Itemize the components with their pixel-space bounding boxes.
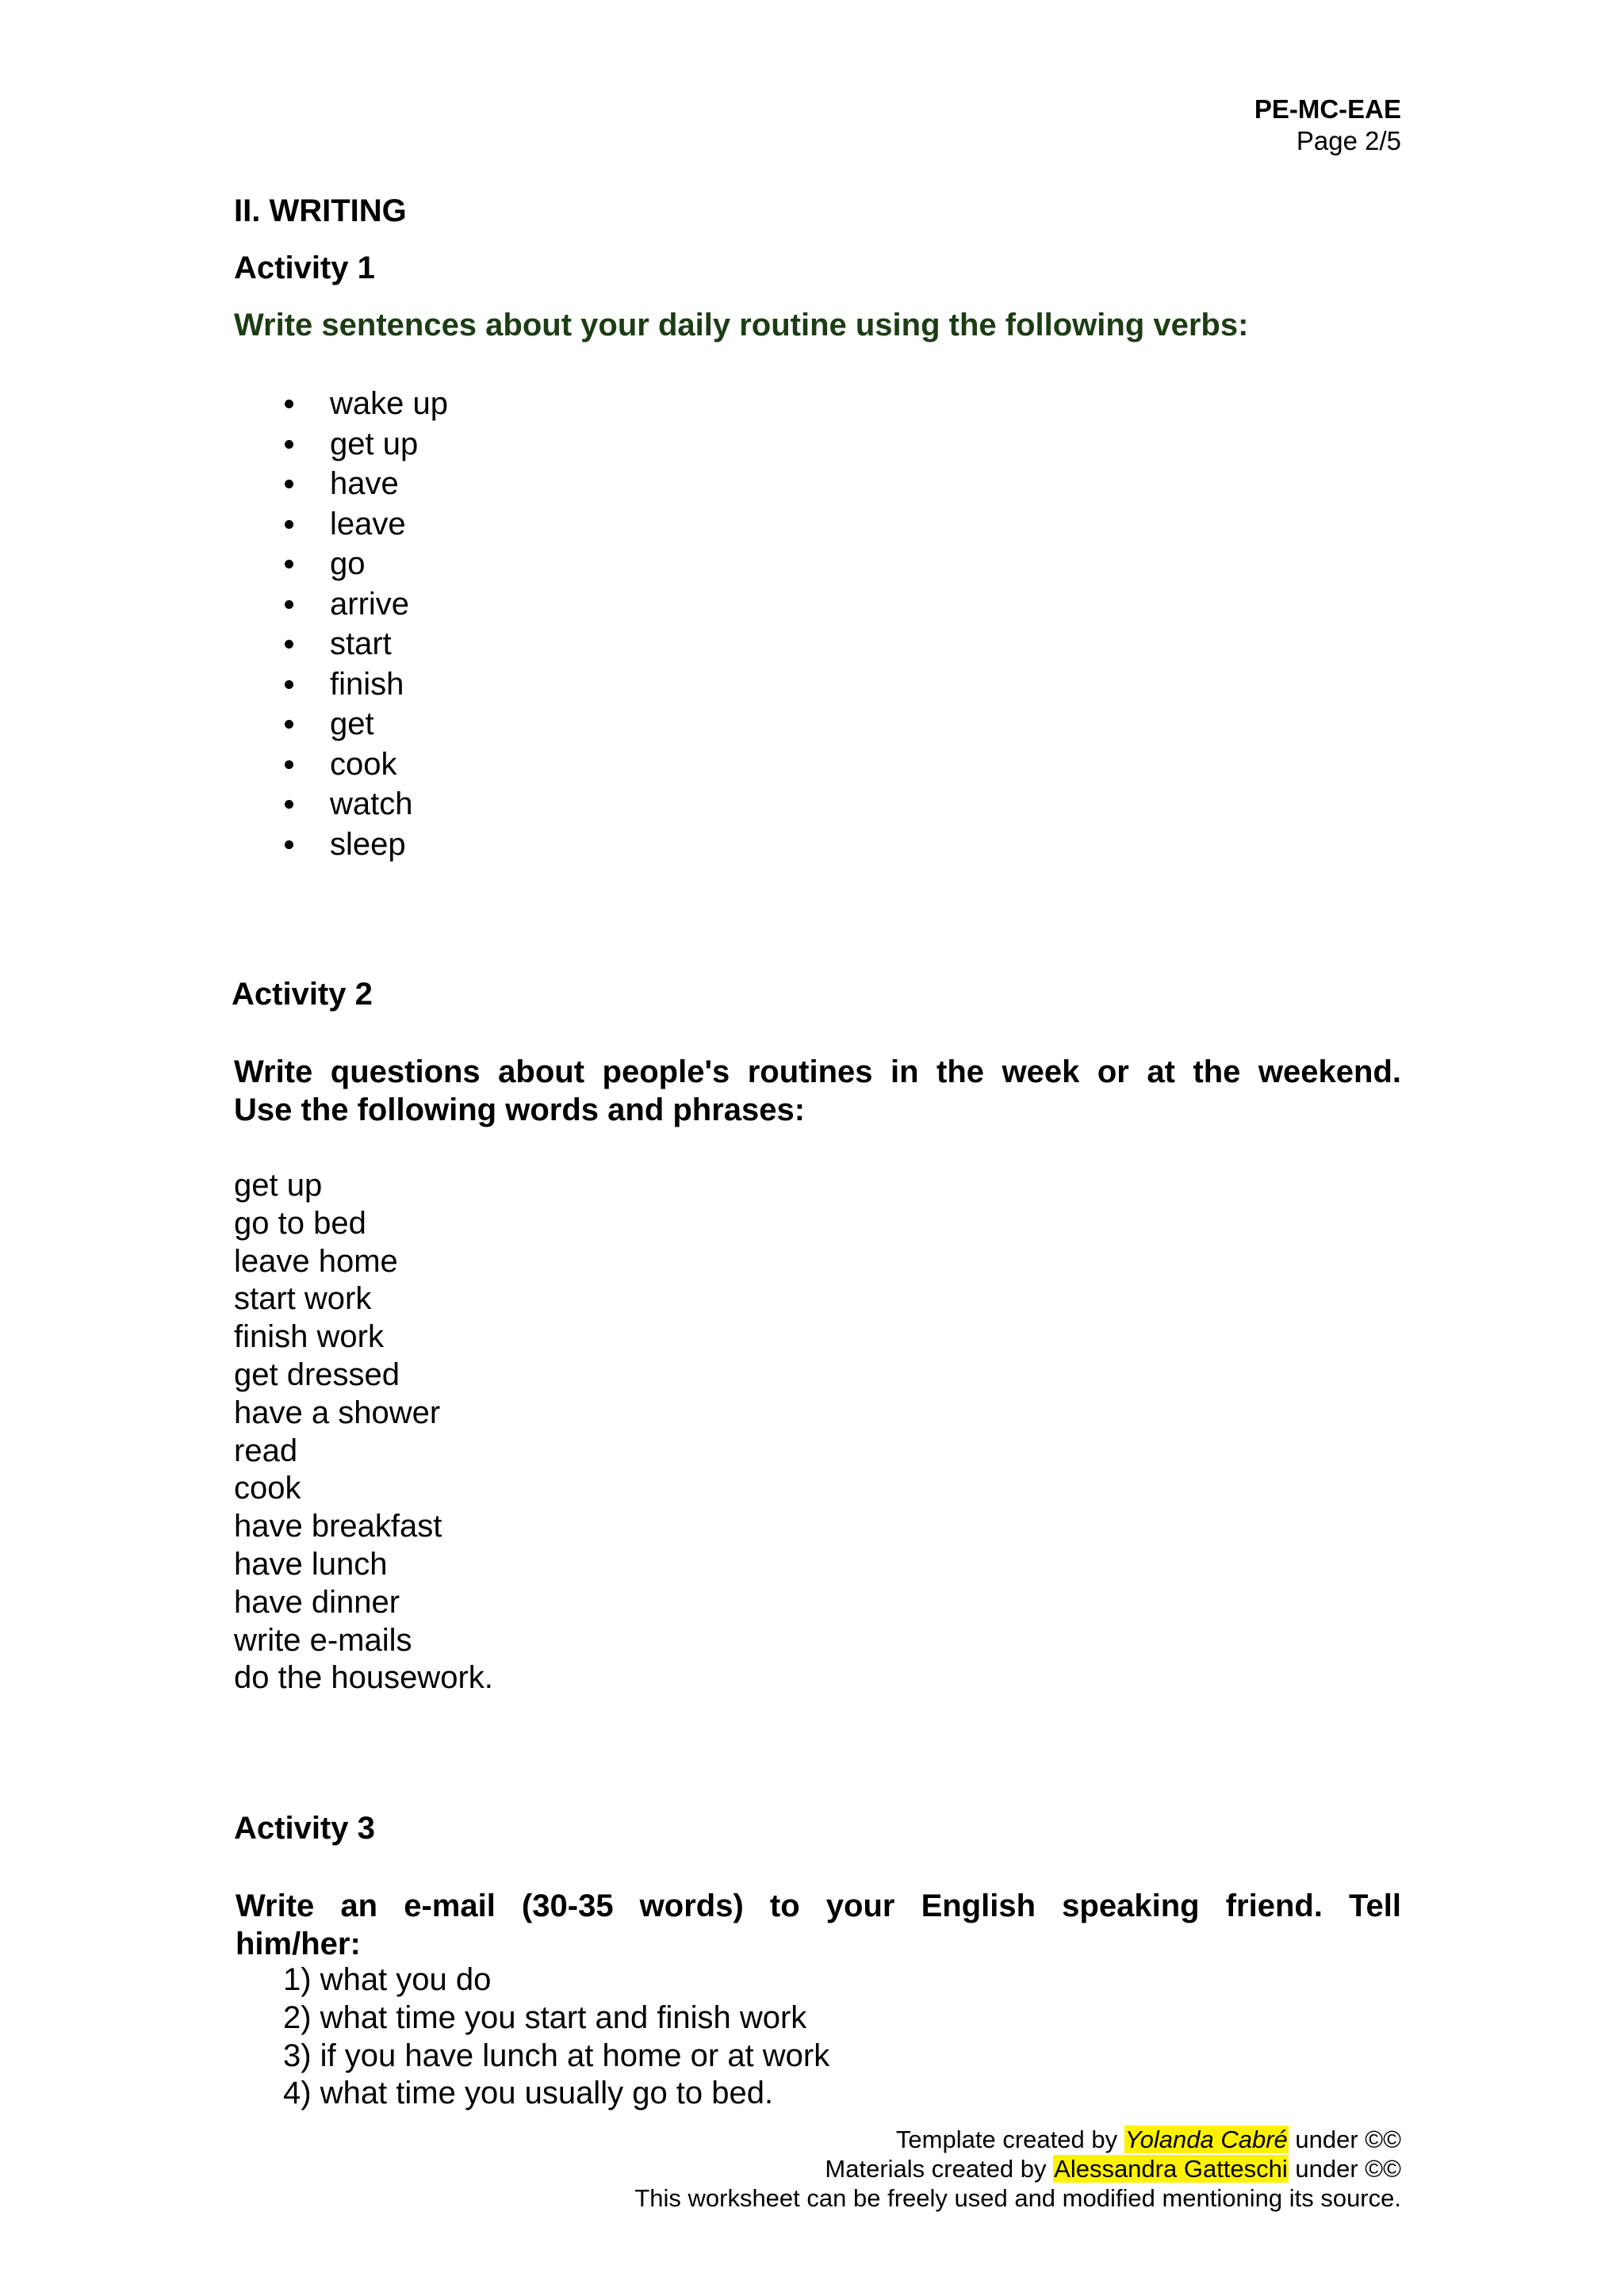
- footer-template-author: Yolanda Cabré: [1124, 2126, 1288, 2153]
- bullet-icon: [285, 600, 293, 609]
- verb-text: sleep: [330, 826, 406, 862]
- footer-template-suffix: under ©©: [1288, 2126, 1401, 2153]
- email-point-item: 3) if you have lunch at home or at work: [283, 2038, 830, 2073]
- phrase-list-item: write e-mails: [234, 1622, 412, 1658]
- activity1-verb-list: [234, 384, 448, 864]
- phrase-list-item: get up: [234, 1168, 323, 1203]
- verb-text: finish: [330, 666, 404, 702]
- verb-list-item: [234, 784, 448, 825]
- verb-list-item: [234, 544, 448, 584]
- bullet-icon: [285, 560, 293, 568]
- activity2-title: Activity 2: [232, 977, 373, 1012]
- verb-text: wake up: [330, 386, 448, 421]
- email-point-item: 1) what you do: [283, 1962, 492, 1997]
- activity2-instruction: [234, 1053, 1401, 1129]
- bullet-icon: [285, 440, 293, 449]
- section-title: II. WRITING: [234, 193, 407, 228]
- phrase-list-item: have breakfast: [234, 1509, 442, 1544]
- bullet-icon: [285, 400, 293, 408]
- footer-materials-suffix: under ©©: [1288, 2155, 1401, 2183]
- footer-materials-prefix: Materials created by: [825, 2155, 1054, 2183]
- activity1-title: Activity 1: [234, 251, 375, 285]
- verb-text: arrive: [330, 586, 410, 622]
- phrase-list-item: finish work: [234, 1319, 384, 1355]
- activity2-phrase-list: [234, 1167, 493, 1697]
- verb-list-item: [234, 664, 448, 705]
- verb-text: cook: [330, 746, 397, 782]
- document-code: PE-MC-EAE: [1254, 94, 1401, 124]
- bullet-icon: [285, 720, 293, 729]
- verb-list-item: [234, 424, 448, 465]
- bullet-icon: [285, 800, 293, 809]
- bullet-icon: [285, 840, 293, 849]
- activity3-instruction-line2: him/her:: [236, 1927, 361, 1961]
- activity2-instruction-line2: Use the following words and phrases:: [234, 1093, 806, 1127]
- verb-list-item: [234, 624, 448, 664]
- phrase-list-item: read: [234, 1433, 298, 1468]
- email-point-item: 4) what time you usually go to bed.: [283, 2076, 774, 2111]
- activity3-title: Activity 3: [234, 1811, 375, 1846]
- verb-text: watch: [330, 786, 413, 821]
- verb-text: go: [330, 546, 366, 581]
- page-header: [1254, 94, 1401, 157]
- verb-list-item: [234, 464, 448, 504]
- activity2-instruction-line1: Write questions about people's routines in the week or at the weekend.: [234, 1054, 1401, 1089]
- activity3-item-list: [283, 1961, 829, 2113]
- footer-materials-credit: [634, 2154, 1401, 2183]
- page-footer: [634, 2125, 1401, 2213]
- footer-template-prefix: Template created by: [895, 2126, 1124, 2153]
- verb-list-item: [234, 584, 448, 625]
- verb-list-item: [234, 504, 448, 545]
- phrase-list-item: do the housework.: [234, 1660, 493, 1696]
- bullet-icon: [285, 760, 293, 769]
- phrase-list-item: have dinner: [234, 1584, 400, 1620]
- email-point-item: 2) what time you start and finish work: [283, 1999, 807, 2035]
- verb-text: get: [330, 706, 374, 741]
- page-number: Page 2/5: [1296, 126, 1401, 155]
- phrase-list-item: start work: [234, 1281, 372, 1317]
- activity3-instruction: [236, 1887, 1401, 1963]
- phrase-list-item: have a shower: [234, 1395, 441, 1430]
- activity3-instruction-line1: Write an e-mail (30-35 words) to your English speaking friend. Tell: [236, 1888, 1401, 1923]
- phrase-list-item: go to bed: [234, 1205, 366, 1241]
- bullet-icon: [285, 680, 293, 689]
- footer-notice: This worksheet can be freely used and modified mentioning its source.: [634, 2184, 1401, 2212]
- verb-text: get up: [330, 426, 419, 461]
- phrase-list-item: have lunch: [234, 1546, 388, 1582]
- phrase-list-item: cook: [234, 1471, 301, 1506]
- verb-list-item: [234, 825, 448, 865]
- verb-text: have: [330, 466, 399, 501]
- verb-list-item: [234, 744, 448, 785]
- verb-list-item: [234, 704, 448, 744]
- bullet-icon: [285, 480, 293, 488]
- bullet-icon: [285, 640, 293, 649]
- phrase-list-item: get dressed: [234, 1357, 400, 1392]
- verb-text: start: [330, 626, 392, 661]
- verb-text: leave: [330, 506, 406, 541]
- bullet-icon: [285, 520, 293, 529]
- phrase-list-item: leave home: [234, 1243, 398, 1279]
- footer-materials-author: Alessandra Gatteschi: [1054, 2155, 1288, 2183]
- activity1-instruction: Write sentences about your daily routine using the following verbs:: [234, 308, 1249, 342]
- footer-template-credit: [634, 2125, 1401, 2154]
- verb-list-item: [234, 384, 448, 424]
